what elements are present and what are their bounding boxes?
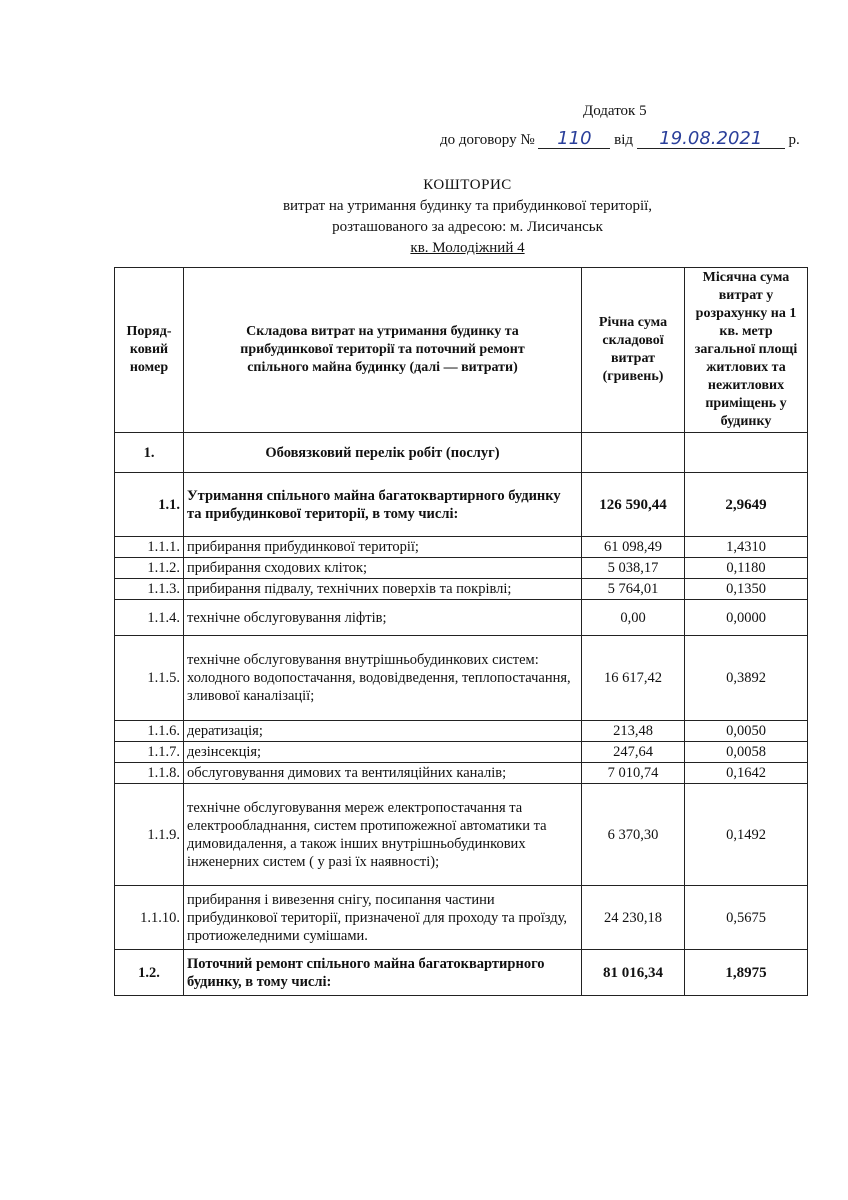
- row-name: Утримання спільного майна багатоквартирного будинку та прибудинкової території, в тому числі:: [184, 473, 582, 537]
- row-num: 1.1.1.: [115, 537, 184, 558]
- row-name: технічне обслуговування мереж електропостачання та електрообладнання, систем протипожежної автоматики та димовидалення, а також інших внутрішньобудинкових інженерних систем ( у разі їх наявності);: [184, 784, 582, 886]
- row-num: 1.1.7.: [115, 742, 184, 763]
- row-name: дератизація;: [184, 721, 582, 742]
- row-num: 1.1.4.: [115, 600, 184, 636]
- row-annual: 16 617,42: [582, 636, 685, 721]
- row-monthly: 1,4310: [685, 537, 808, 558]
- contract-line: [440, 128, 800, 149]
- doc-title: КОШТОРИС: [423, 177, 512, 193]
- row-annual: 24 230,18: [582, 886, 685, 950]
- row-monthly: 0,5675: [685, 886, 808, 950]
- row-annual: 247,64: [582, 742, 685, 763]
- row-num: 1.1.2.: [115, 558, 184, 579]
- row-annual: 126 590,44: [582, 473, 685, 537]
- row-name: дезінсекція;: [184, 742, 582, 763]
- row-name: прибирання підвалу, технічних поверхів та покрівлі;: [184, 579, 582, 600]
- row-name: прибирання сходових кліток;: [184, 558, 582, 579]
- table-row: [115, 537, 808, 558]
- row-monthly: 0,0000: [685, 600, 808, 636]
- table-row: [115, 558, 808, 579]
- row-name: обслуговування димових та вентиляційних каналів;: [184, 763, 582, 784]
- table-row: [115, 763, 808, 784]
- row-monthly: 0,1180: [685, 558, 808, 579]
- table-header-row: [115, 268, 808, 433]
- title-line-2: розташованого за адресою: м. Лисичанськ: [332, 219, 603, 235]
- row-monthly: 0,1350: [685, 579, 808, 600]
- row-annual: [582, 433, 685, 473]
- row-annual: 5 764,01: [582, 579, 685, 600]
- row-name: технічне обслуговування ліфтів;: [184, 600, 582, 636]
- row-monthly: 0,1642: [685, 763, 808, 784]
- row-num: 1.: [115, 433, 184, 473]
- contract-suffix: р.: [788, 132, 800, 148]
- header-name: Складова витрат на утримання будинку та прибудинкової території та поточний ремонт спільного майна будинку (далі — витрати): [184, 268, 582, 433]
- row-name: Поточний ремонт спільного майна багатоквартирного будинку, в тому числі:: [184, 950, 582, 996]
- contract-number: 110: [538, 131, 610, 149]
- row-annual: 213,48: [582, 721, 685, 742]
- row-annual: 61 098,49: [582, 537, 685, 558]
- row-monthly: 0,3892: [685, 636, 808, 721]
- row-monthly: 2,9649: [685, 473, 808, 537]
- title-line-1: витрат на утримання будинку та прибудинкової території,: [282, 198, 653, 214]
- estimate-table: [114, 267, 808, 996]
- row-num: 1.1.10.: [115, 886, 184, 950]
- table-row: [115, 721, 808, 742]
- row-name: прибирання і вивезення снігу, посипання частини прибудинкової території, призначеної для проходу та проїзду, протиожеледними сумішами.: [184, 886, 582, 950]
- row-monthly: 1,8975: [685, 950, 808, 996]
- title-block: [200, 175, 735, 259]
- contract-from: від: [614, 132, 634, 148]
- row-monthly: 0,0050: [685, 721, 808, 742]
- row-num: 1.1.: [115, 473, 184, 537]
- table-row: [115, 433, 808, 473]
- header-num: Поряд-ковий номер: [115, 268, 184, 433]
- row-annual: 5 038,17: [582, 558, 685, 579]
- row-monthly: 0,0058: [685, 742, 808, 763]
- table-row: [115, 600, 808, 636]
- table-row: [115, 473, 808, 537]
- row-monthly: 0,1492: [685, 784, 808, 886]
- header-monthly: Місячна сума витрат у розрахунку на 1 кв. метр загальної площі житлових та нежитлових приміщень у будинку: [685, 268, 808, 433]
- header-annual: Річна сума складової витрат (гривень): [582, 268, 685, 433]
- table-row: [115, 742, 808, 763]
- row-name: Обовязковий перелік робіт (послуг): [184, 433, 582, 473]
- table-row: [115, 950, 808, 996]
- row-num: 1.1.8.: [115, 763, 184, 784]
- row-num: 1.1.9.: [115, 784, 184, 886]
- table-row: [115, 784, 808, 886]
- row-name: прибирання прибудинкової території;: [184, 537, 582, 558]
- row-num: 1.1.5.: [115, 636, 184, 721]
- table-row: [115, 579, 808, 600]
- row-annual: 6 370,30: [582, 784, 685, 886]
- row-num: 1.1.6.: [115, 721, 184, 742]
- row-num: 1.1.3.: [115, 579, 184, 600]
- row-annual: 0,00: [582, 600, 685, 636]
- address-street: кв. Молодіжний 4: [410, 240, 525, 256]
- row-annual: 81 016,34: [582, 950, 685, 996]
- table-row: [115, 636, 808, 721]
- row-name: технічне обслуговування внутрішньобудинкових систем: холодного водопостачання, водовідведення, теплопостачання, зливової каналізації;: [184, 636, 582, 721]
- table-row: [115, 886, 808, 950]
- annex-label: Додаток 5: [583, 103, 647, 119]
- row-annual: 7 010,74: [582, 763, 685, 784]
- contract-prefix: до договору №: [440, 132, 535, 148]
- row-monthly: [685, 433, 808, 473]
- contract-date: 19.08.2021: [637, 131, 785, 149]
- row-num: 1.2.: [115, 950, 184, 996]
